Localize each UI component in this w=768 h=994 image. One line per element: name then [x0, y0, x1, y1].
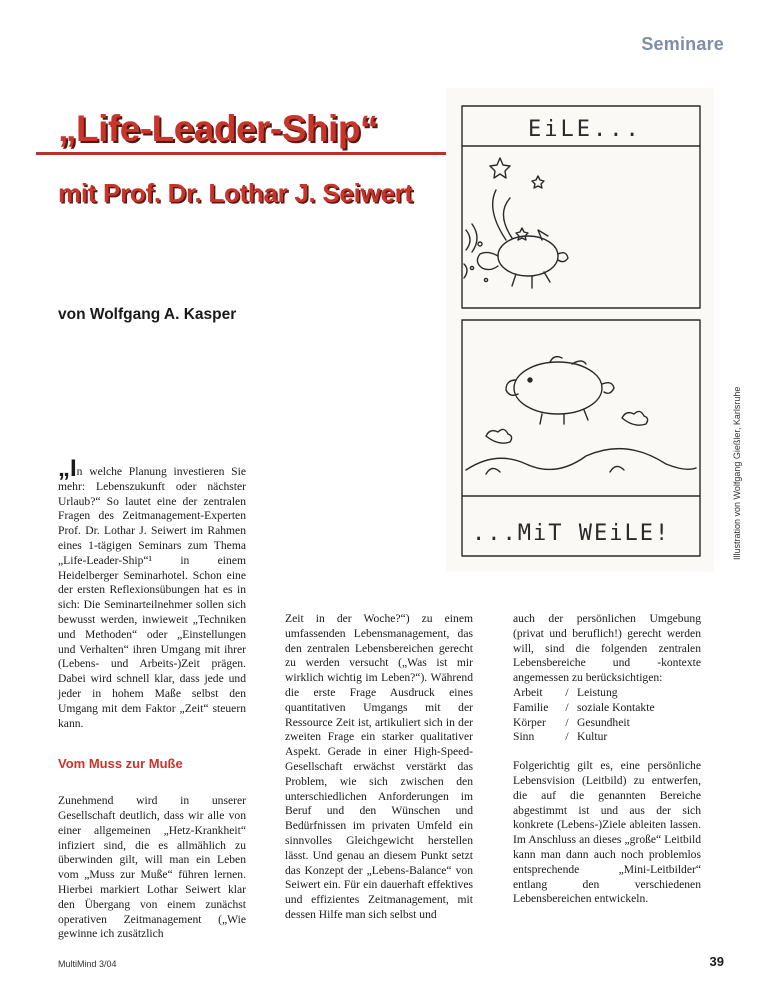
list-item-left: Körper [513, 715, 546, 729]
page-number: 39 [709, 954, 724, 969]
paragraph: auch der persönlichen Umgebung (privat und beruflich!) gerecht werden will, sind die folgenden zentralen Lebensbereiche und -kontexte angemessen zu berücksichtigen: [513, 612, 701, 685]
article-column-3 [513, 612, 701, 907]
list-item-right: Kultur [577, 730, 608, 744]
list-item [513, 716, 655, 731]
illustration-bottom-caption: ...MiT WEiLE! [472, 521, 671, 546]
lead-paragraph [58, 455, 246, 731]
list-item-separator: / [565, 700, 569, 714]
byline: von Wolfgang A. Kasper [58, 306, 237, 323]
subheading: Vom Muss zur Muße [58, 756, 183, 772]
list-item-right: Gesundheit [577, 715, 630, 729]
title-rule [36, 152, 448, 155]
list-item-separator: / [565, 685, 569, 699]
article-column-1 [58, 455, 246, 942]
list-item-separator: / [565, 730, 569, 744]
magazine-issue: MultiMind 3/04 [58, 959, 117, 969]
section-label: Seminare [641, 34, 724, 54]
article-title: „Life-Leader-Ship“ [58, 108, 378, 149]
list-item-right: soziale Kontakte [577, 700, 655, 714]
list-item-left: Arbeit [513, 685, 543, 699]
article-subtitle: mit Prof. Dr. Lothar J. Seiwert [58, 178, 413, 208]
spacer [513, 745, 701, 759]
list-item-left: Sinn [513, 730, 535, 744]
life-areas-list [513, 686, 655, 745]
list-item-right: Leistung [577, 685, 618, 699]
list-item [513, 730, 655, 745]
list-item [513, 686, 655, 701]
list-item-separator: / [565, 715, 569, 729]
list-item [513, 701, 655, 716]
cartoon-illustration [446, 88, 714, 572]
illustration-credit: Illustration von Wolfgang Gießler, Karlsruhe [732, 386, 742, 560]
lead-text: n welche Planung investieren Sie mehr: Lebenszukunft oder nächster Urlaub?“ So lautet eine der zentralen Fragen des Zeitmanagement-Experten Prof. Dr. Lothar J. Seiwert im Rahmen eines 1-tägigen Seminars zum Thema „Life-Leader-Ship“¹ in einem Heidelberger Seminarhotel. Schon eine der ersten Reflexionsübungen hat es in sich: Die Seminarteilnehmer sollen sich bewusst werden, inwieweit „Techniken und Methoden“ oder „Einstellungen und Verhalten“ ihren Umgang mit ihrer (Lebens- und Arbeits-)Zeit prägen. Dabei wird schnell klar, dass jede und jeder in hohem Maße selbst den Umgang mit dem Faktor „Zeit“ steuern kann. [58, 465, 246, 730]
list-item-left: Familie [513, 700, 549, 714]
dropcap: „I [58, 455, 77, 482]
article-column-2 [285, 612, 473, 923]
paragraph: Folgerichtig gilt es, eine persönliche Lebensvision (Leitbild) zu entwerfen, die auf die genannten Bereiche abgestimmt ist und aus der sich konkrete (Lebens-)Ziele ableiten lassen. Im Anschluss an dieses „große“ Leitbild kann man dann auch noch problemlos entsprechende „Mini-Leitbilder“ entlang den verschiedenen Lebensbereichen entwickeln. [513, 759, 701, 906]
illustration-top-caption: EiLE... [528, 117, 642, 142]
paragraph: Zeit in der Woche?“) zu einem umfassenden Lebensmanagement, das den zentralen Lebensbereichen gerecht zu werden versucht („Was ist mir wirklich wichtig im Leben?“). Während die erste Frage Ausdruck eines quantitativen Umgangs mit der Ressource Zeit ist, artikuliert sich in der zweiten Frage ein starker qualitativer Aspekt. Gerade in einer High-Speed-Gesellschaft erwächst verstärkt das Problem, wie sich zwischen den unterschiedlichen Anforderungen im Beruf und den Wünschen und Bedürfnissen im privaten Umfeld ein sinnvolles Gleichgewicht herstellen lässt. Und genau an diesem Punkt setzt das Konzept der „Lebens-Balance“ von Seiwert ein. Für ein dauerhaft effektives und effizientes Zeitmanagement, mit dessen Hilfe man sich selbst und [285, 612, 473, 921]
paragraph: Zunehmend wird in unserer Gesellschaft deutlich, dass wir alle von einer allgemeinen „Hetz-Krankheit“ infiziert sind, die es allmählich zu überwinden gilt, will man ein Leben vom „Muss zur Muße“ führen lernen. Hierbei markiert Lothar Seiwert klar den Übergang von einem zunächst operativen Zeitmanagement („Wie gewinne ich zusätzlich [58, 794, 246, 941]
